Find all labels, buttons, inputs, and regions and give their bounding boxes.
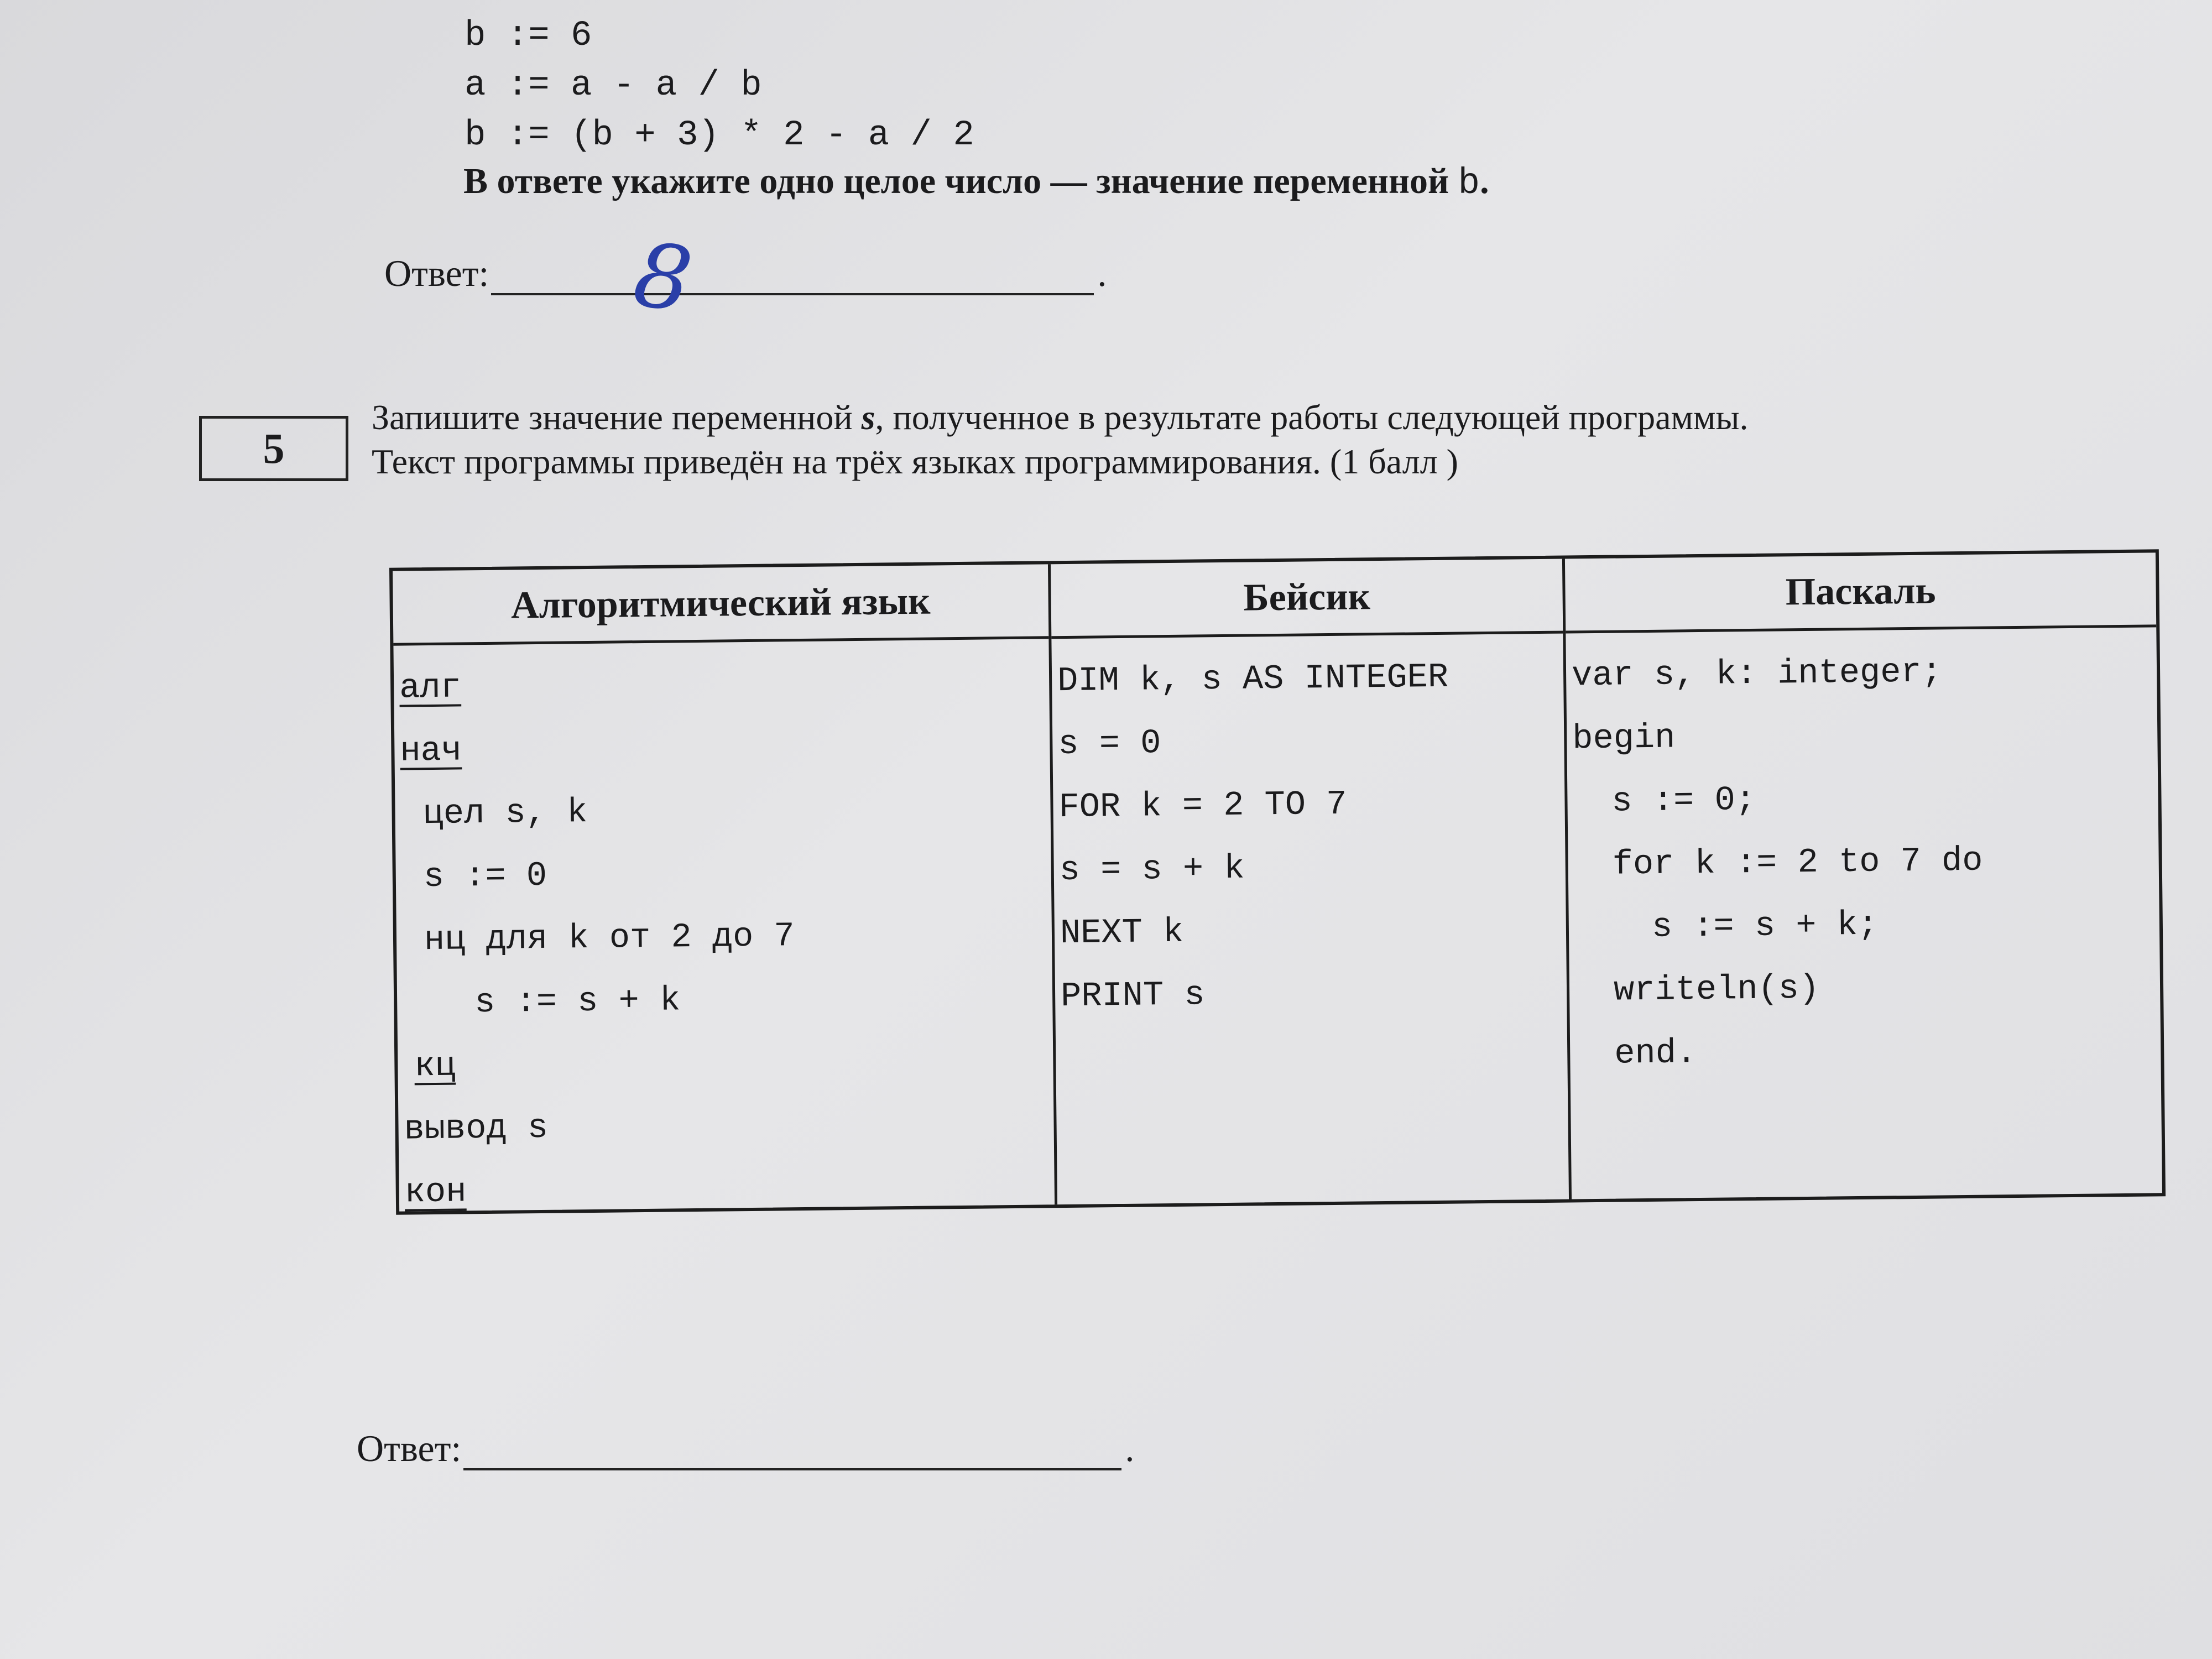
note-end: . xyxy=(1480,161,1489,201)
code-line: NEXT k xyxy=(1060,912,1184,953)
code-line: end. xyxy=(1614,1033,1697,1073)
previous-task-code xyxy=(465,11,974,160)
handwritten-answer: 8 xyxy=(628,222,698,333)
task-text-line2: Текст программы приведён на трёх языках программирования. (1 балл ) xyxy=(372,442,1458,481)
code-line: b := 6 xyxy=(465,16,592,56)
note-text: В ответе укажите одно целое число — значение переменной xyxy=(463,161,1449,201)
code-line: for k := 2 to 7 do xyxy=(1612,841,1983,884)
code-line: вывод s xyxy=(404,1108,549,1149)
code-line: s = s + k xyxy=(1059,848,1245,890)
code-line: a := a - a / b xyxy=(465,66,762,106)
code-line: b := (b + 3) * 2 - a / 2 xyxy=(465,116,974,155)
task-var: s xyxy=(861,398,875,437)
code-line: s := 0; xyxy=(1611,780,1756,821)
code-line: нач xyxy=(400,731,462,771)
code-line: алг xyxy=(399,667,462,708)
code-line: кон xyxy=(404,1172,467,1212)
previous-task-note xyxy=(463,160,1489,204)
column-pascal xyxy=(1565,552,2162,1199)
algorithmic-code xyxy=(393,639,1055,1224)
column-header: Бейсик xyxy=(1051,559,1563,639)
answer-label: Ответ: xyxy=(384,252,489,294)
code-line: кц xyxy=(414,1046,456,1086)
basic-code xyxy=(1051,634,1567,1029)
task-statement xyxy=(372,395,1748,484)
task-answer: Ответ: . xyxy=(357,1427,1135,1469)
task-text-a: Запишите значение переменной xyxy=(372,398,862,437)
previous-answer: Ответ: 8 . xyxy=(384,222,1107,333)
code-line: s := 0 xyxy=(423,855,547,897)
code-line: begin xyxy=(1572,718,1676,759)
column-header: Алгоритмический язык xyxy=(393,564,1048,645)
answer-line[interactable] xyxy=(463,1434,1121,1470)
code-line: s := s + k xyxy=(474,980,681,1022)
column-basic xyxy=(1051,559,1572,1205)
code-line: PRINT s xyxy=(1060,975,1205,1016)
code-line: s = 0 xyxy=(1057,723,1161,764)
code-line: s := s + k; xyxy=(1651,905,1879,947)
code-line: цел s, k xyxy=(422,792,588,834)
code-line: FOR k = 2 TO 7 xyxy=(1058,784,1347,827)
task-number-box xyxy=(199,416,348,481)
programs-table xyxy=(389,549,2166,1214)
answer-label: Ответ: xyxy=(357,1427,462,1469)
note-var: b xyxy=(1458,163,1480,204)
column-algorithmic xyxy=(393,564,1057,1211)
pascal-code xyxy=(1566,627,2161,1086)
code-line: нц для k от 2 до 7 xyxy=(424,916,795,960)
code-line: writeln(s) xyxy=(1613,968,1820,1010)
code-line: DIM k, s AS INTEGER xyxy=(1057,657,1449,701)
column-header: Паскаль xyxy=(1565,552,2156,633)
task-number: 5 xyxy=(263,424,285,472)
task-text-b: , полученное в результате работы следующей программы. xyxy=(875,398,1749,437)
code-line: var s, k: integer; xyxy=(1571,652,1943,696)
